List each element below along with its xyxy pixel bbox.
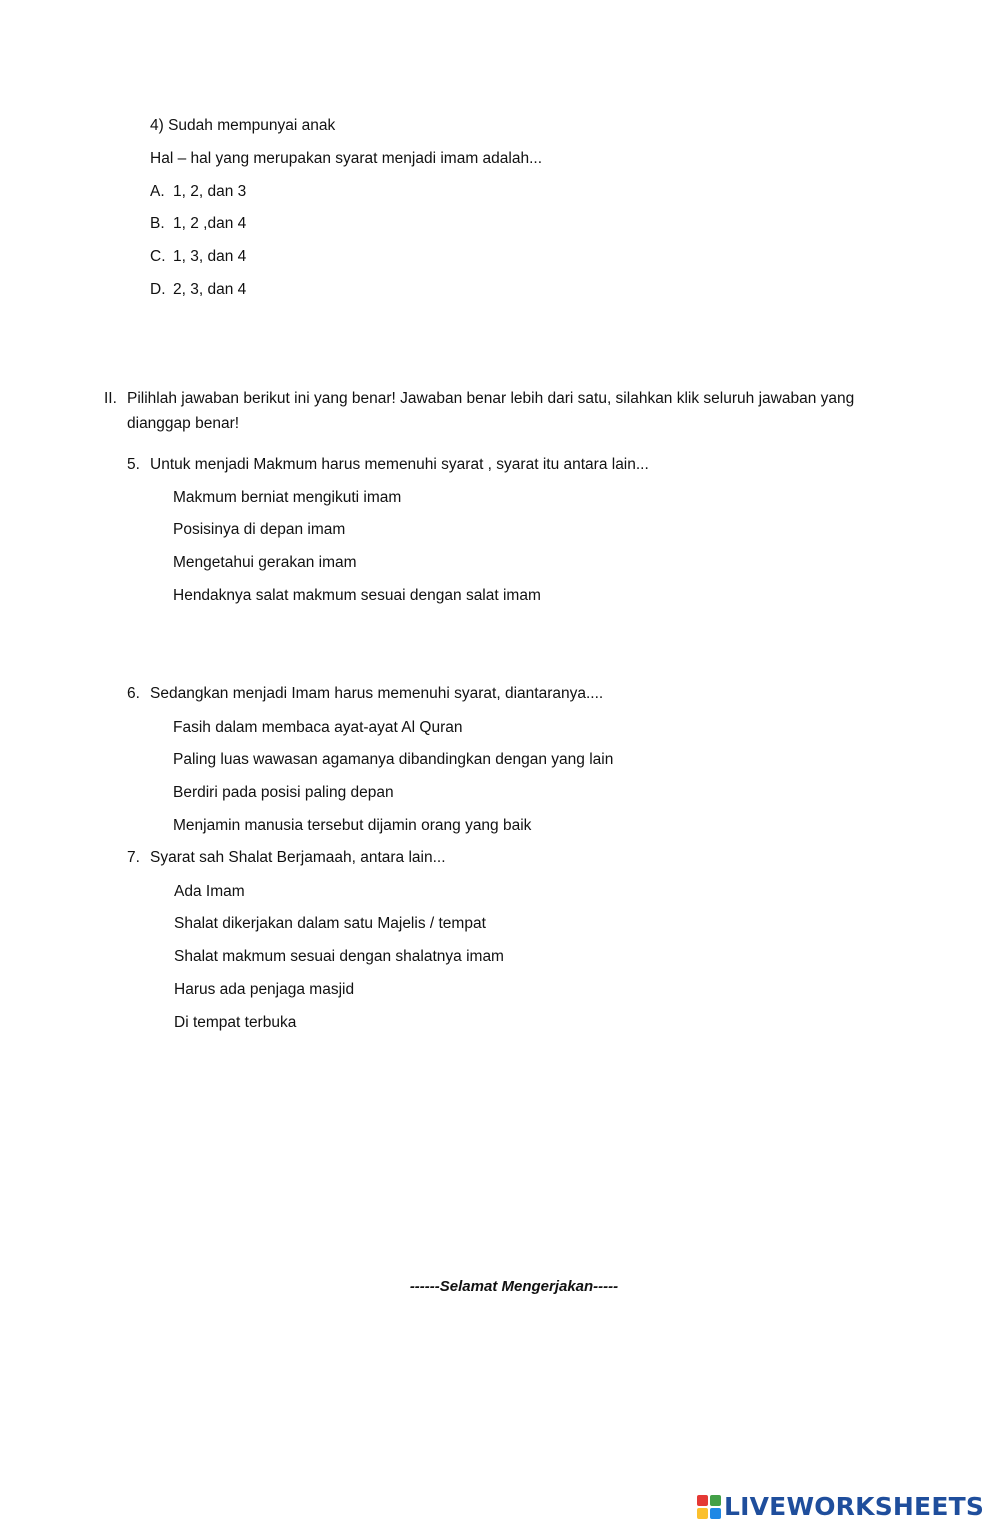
liveworksheets-logo-icon: [697, 1495, 721, 1519]
option-c[interactable]: [150, 247, 246, 267]
q6-option-2[interactable]: Paling luas wawasan agamanya dibandingkan dengan yang lain: [173, 751, 614, 768]
section-numeral: II.: [104, 390, 117, 407]
question-text: Untuk menjadi Makmum harus memenuhi syarat , syarat itu antara lain...: [150, 456, 649, 473]
option-d[interactable]: [150, 280, 246, 300]
closing-message: [0, 1278, 1000, 1295]
item-4: 4) Sudah mempunyai anak: [150, 117, 336, 134]
question-6: [127, 684, 603, 704]
option-letter: C.: [150, 248, 166, 265]
option-a[interactable]: [150, 182, 246, 202]
option-text: 1, 2 ,dan 4: [173, 215, 247, 232]
question-7: [127, 848, 446, 868]
q7-option-2[interactable]: Shalat dikerjakan dalam satu Majelis / tempat: [174, 915, 486, 932]
option-b[interactable]: [150, 214, 246, 234]
question-number: 7.: [127, 849, 140, 866]
q7-option-4[interactable]: Harus ada penjaga masjid: [174, 981, 355, 998]
q5-option-2[interactable]: Posisinya di depan imam: [173, 521, 346, 538]
logo-tile: [710, 1508, 721, 1519]
question-text: Syarat sah Shalat Berjamaah, antara lain...: [150, 849, 446, 866]
instruction-line-1: Pilihlah jawaban berikut ini yang benar! Jawaban benar lebih dari satu, silahkan klik seluruh jawaban yang: [127, 390, 855, 407]
question-5: [127, 455, 649, 475]
question-text: Hal – hal yang merupakan syarat menjadi imam adalah...: [150, 150, 543, 167]
liveworksheets-logo: [697, 1492, 984, 1522]
q6-option-1[interactable]: Fasih dalam membaca ayat-ayat Al Quran: [173, 719, 463, 736]
q6-option-3[interactable]: Berdiri pada posisi paling depan: [173, 784, 394, 801]
question-text: Sedangkan menjadi Imam harus memenuhi syarat, diantaranya....: [150, 685, 604, 702]
section-2-instruction: [104, 389, 854, 409]
option-text: 1, 2, dan 3: [173, 183, 247, 200]
logo-text: LIVEWORKSHEETS: [724, 1492, 985, 1521]
closing-message-text: ------Selamat Mengerjakan-----: [409, 1278, 619, 1295]
q5-option-4[interactable]: Hendaknya salat makmum sesuai dengan salat imam: [173, 587, 541, 604]
instruction-line-2: dianggap benar!: [127, 415, 240, 432]
q5-option-3[interactable]: Mengetahui gerakan imam: [173, 554, 357, 571]
question-number: 5.: [127, 456, 140, 473]
option-letter: A.: [150, 183, 165, 200]
q7-option-5[interactable]: Di tempat terbuka: [174, 1014, 297, 1031]
option-letter: B.: [150, 215, 165, 232]
option-text: 2, 3, dan 4: [173, 281, 247, 298]
option-text: 1, 3, dan 4: [173, 248, 247, 265]
q7-option-3[interactable]: Shalat makmum sesuai dengan shalatnya imam: [174, 948, 504, 965]
q6-option-4[interactable]: Menjamin manusia tersebut dijamin orang yang baik: [173, 817, 532, 834]
q7-option-1[interactable]: Ada Imam: [174, 883, 245, 900]
q5-option-1[interactable]: Makmum berniat mengikuti imam: [173, 489, 402, 506]
question-number: 6.: [127, 685, 140, 702]
logo-tile: [697, 1508, 708, 1519]
logo-tile: [710, 1495, 721, 1506]
logo-tile: [697, 1495, 708, 1506]
option-letter: D.: [150, 281, 166, 298]
